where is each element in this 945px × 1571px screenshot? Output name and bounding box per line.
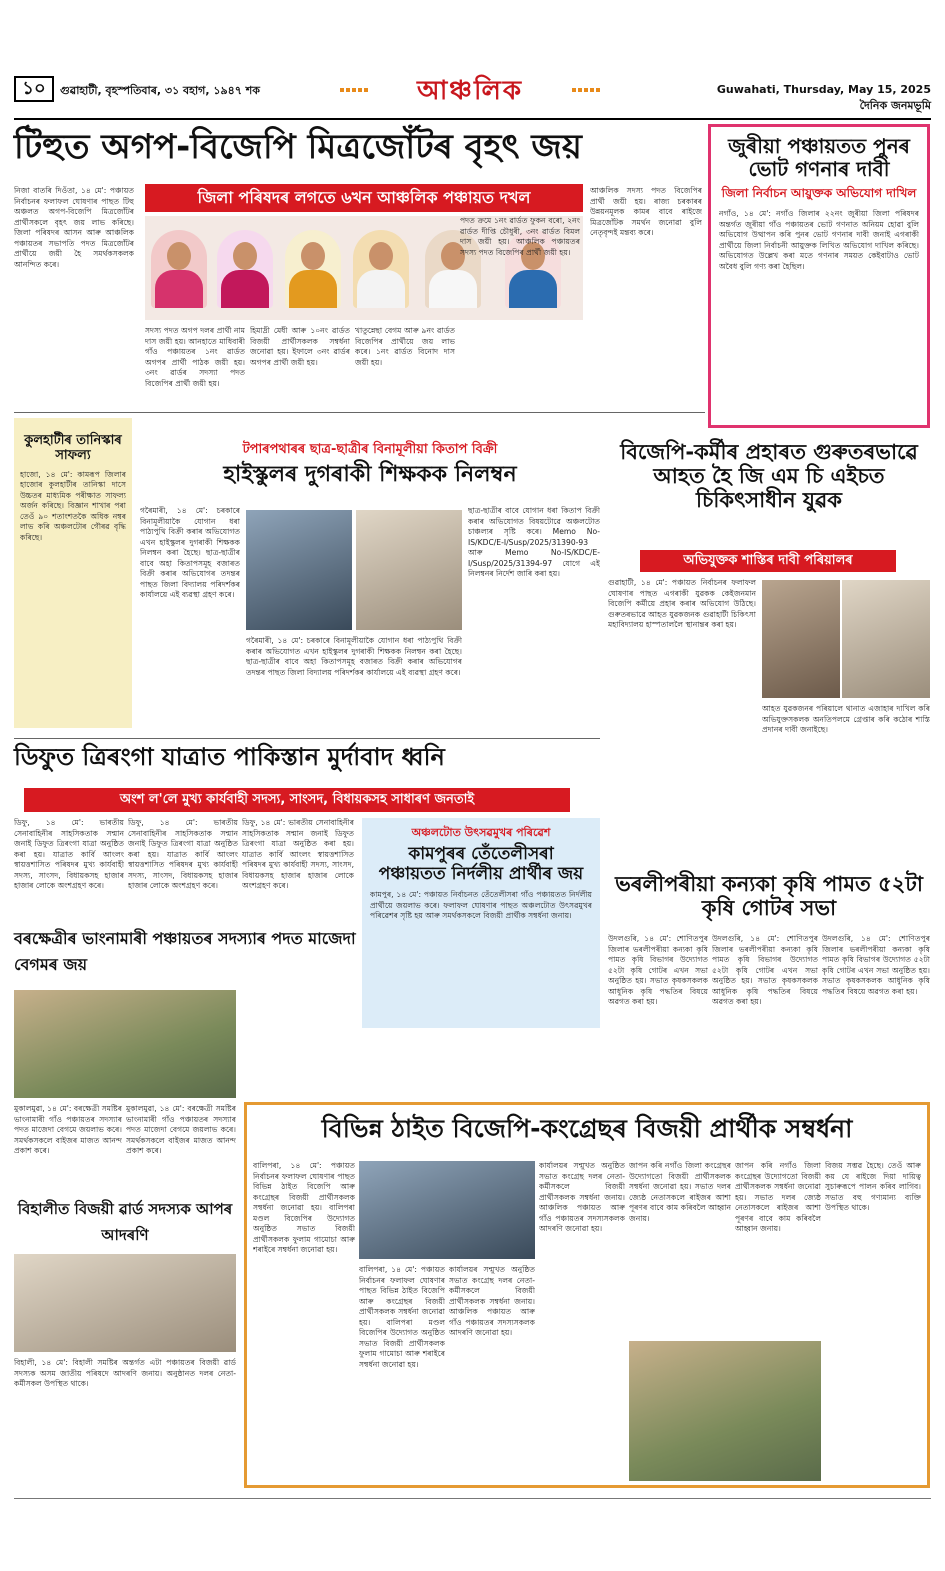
teacher-body-2: ছাত্ৰ-ছাত্ৰীৰ বাবে যোগান ধৰা কিতাপ বিক্ৰী কৰাৰ অভিযোগত বিষয়টোৱে অঞ্চলটোত চাঞ্চল্যৰ সৃষ্টি কৰে। Memo No-IS/KDC/E-I/Susp/2025/31390-93 আৰু Memo No-IS/KDC/E-I/Susp/2025/31394-97 যোগে এই নিলম্বনৰ নিৰ্দেশ জাৰি কৰা হয়।: [468, 506, 600, 578]
lead-body-mid: সদস্য পদত অগপ দলৰ প্ৰাৰ্থী নাম দাস জয়ী হয়। আনহাতে মাধিবাৰী গাঁও পঞ্চায়তৰ ১নং ৱাৰ্ডত অগপৰ প্ৰাৰ্থী পাঠক জয়ী হয়। ৩নং ৱাৰ্ডৰ সদস্যা পদত বিজেপিৰ প্ৰাৰ্থী জয়ী হয়।: [145, 326, 245, 388]
date-assamese: গুৱাহাটী, বৃহস্পতিবাৰ, ৩১ বহাগ, ১৯৪৭ শক: [60, 84, 260, 97]
felicitation-body-7: বিজয় সম্ভৱ হৈছে। তেওঁ আৰু কয় যে ৰাইজে দিয়া দায়িত্ব সুচাৰুৰূপে পালন কৰিব লাগিব। সভাত বহু গণ্যমান্য ব্যক্তি উপস্থিত থাকে।: [825, 1161, 921, 1212]
section-title: আঞ্চলিক: [340, 70, 600, 110]
diphu-body: ডিফু, ১৪ মে': ভাৰতীয় সেনাবাহিনীৰ সাহসিকতাক সন্মান জনাই ডিফুত ত্ৰিৰংগা যাত্ৰা অনুষ্ঠিত কৰা হয়। যাত্ৰাত কাৰ্বি আংলং স্বায়ত্তশাসিত পৰিষদৰ মুখ্য কাৰ্যবাহী সদস্য, সাংসদ, বিধায়কসহ হাজাৰ হাজাৰ লোকে অংশগ্ৰহণ কৰে।: [14, 818, 124, 890]
kulhati-body: হাজো, ১৪ মে': কামৰূপ জিলাৰ হাজোৰ কুলহাটীৰ তানিস্কা দাসে উচ্চতৰ মাধ্যমিক পৰীক্ষাত সাফল্য অৰ্জন কৰিছে। বিজ্ঞান শাখাৰ পৰা তেওঁ ৯০ শতাংশতকৈ অধিক নম্বৰ লাভ কৰি অঞ্চলটোৰ গৌৰৱ বৃদ্ধি কৰিছে।: [20, 469, 126, 542]
candidate-photo: [217, 230, 273, 308]
bhanamari-body: মুকালমুৱা, ১৪ মে': বৰক্ষেত্ৰী সমষ্টিৰ ভাংনামাৰী গাঁও পঞ্চায়তৰ সদস্যাৰ পদত মাজেদা বেগমে জয়লাভ কৰে। সমৰ্থকসকলে বাইজৰ মাজত আনন্দ প্ৰকাশ কৰে।: [14, 1104, 122, 1155]
divider: [14, 738, 600, 739]
bhanamari-photo: [14, 990, 236, 1098]
page-number: ১০: [14, 76, 54, 102]
bhoralipara-headline: ভৰলীপৰীয়া কন্যকা কৃষি পামত ৫২টা কৃষি গোটৰ সভা: [615, 872, 923, 921]
felicitation-body: বালিপৰা, ১৪ মে': পঞ্চায়ত নিৰ্বাচনৰ ফলাফল ঘোষণাৰ পাছত বিভিন্ন ঠাইত বিজেপি আৰু কংগ্ৰেছৰ বিজয়ী প্ৰাৰ্থীসকলক সম্বৰ্ধনা জনোৱা হয়। বালিপৰা মণ্ডল বিজেপিৰ উদ্যোগত অনুষ্ঠিত সভাত বিজয়ী প্ৰাৰ্থীসকলক ফুলাম গামোচা আৰু শৰাইৰে সম্বৰ্ধনা জনোৱা হয়।: [253, 1161, 355, 1254]
bhanamari-headline: বৰক্ষেত্ৰীৰ ভাংনামাৰী পঞ্চায়তৰ সদস্যাৰ পদত মাজেদা বেগমৰ জয়: [14, 929, 356, 974]
bjp-attack-headline: বিজেপি-কৰ্মীৰ প্ৰহাৰত গুৰুতৰভাৱে আহত হৈ জি এম চি এইচত চিকিৎসাধীন যুৱক: [620, 440, 918, 513]
header-right: [717, 82, 931, 114]
felicitation-body-3: কাৰ্যালয়ৰ সন্মুখত অনুষ্ঠিত সভাত কংগ্ৰেছ দলৰ নেতা-কৰ্মীসকলে বিজয়ী প্ৰাৰ্থীসকলক সম্বৰ্ধনা জনায়। আঞ্চলিক পঞ্চায়ত আৰু গাঁও পঞ্চায়তৰ সদস্যসকলক আদৰণি জনোৱা হয়।: [449, 1265, 535, 1337]
diphu-subhead: অংশ ল'লে মুখ্য কাৰ্যবাহী সদস্য, সাংসদ, বিধায়কসহ সাধাৰণ জনতাই: [24, 788, 570, 812]
felicitation-body-6: জাপন কৰি নগাঁও জিলা কংগ্ৰেছৰ উদ্যোগতো বিজয়ী প্ৰাৰ্থীসকলক সম্বৰ্ধনা জনোৱা হয়। সভাত দলৰ জ্যেষ্ঠ নেতাসকলে ৰাইজৰ আশা পূৰণৰ বাবে কাম কৰিবলৈ আহ্বান জনায়।: [735, 1161, 821, 1233]
teacher-body-lower: গৰৈমাৰী, ১৪ মে': চৰকাৰে বিনামূলীয়াকৈ যোগান ধৰা পাঠ্যপুথি বিক্ৰী কৰাৰ অভিযোগত এখন হাইস্কুলৰ দুগৰাকী শিক্ষকক নিলম্বন কৰা হৈছে। ছাত্ৰ-ছাত্ৰীৰ বাবে অহা কিতাপসমূহ বজাৰত বিক্ৰী কৰাৰ অভিযোগৰ তদন্তৰ পাছত জিলা বিদ্যালয় পৰিদৰ্শকৰ কাৰ্যালয়ে এই ব্যৱস্থা গ্ৰহণ কৰে।: [246, 636, 462, 677]
bihali-headline: বিহালীত বিজয়ী ৱাৰ্ড সদস্যক আপৰ আদৰণি: [17, 1200, 233, 1244]
teacher-kicker: টপাৰপথাৰৰ ছাত্ৰ-ছাত্ৰীৰ বিনামূলীয়া কিতাপ বিক্ৰী: [242, 442, 498, 457]
bhanamari-body-2: মুকালমুৱা, ১৪ মে': বৰক্ষেত্ৰী সমষ্টিৰ ভাংনামাৰী গাঁও পঞ্চায়তৰ সদস্যাৰ পদত মাজেদা বেগমে জয়লাভ কৰে। সমৰ্থকসকলে বাইজৰ মাজত আনন্দ প্ৰকাশ কৰে।: [126, 1104, 236, 1155]
juria-body: নগাঁও, ১৪ মে': নগাঁও জিলাৰ ২২নং জুৰীয়া জিলা পৰিষদৰ অন্তৰ্গত জুৰীয়া গাঁও পঞ্চায়তৰ ভোট গণনাত অনিয়ম হোৱা বুলি অভিযোগ উত্থাপন কৰি পুনৰ ভোট গণনাৰ দাবী জনাই এগৰাকী প্ৰাৰ্থীয়ে জিলা নিৰ্বাচনী আয়ুক্তক লিখিত অভিযোগ দাখিল কৰিছে। অভিযোগত উল্লেখ কৰা মতে গণনাৰ সময়ত কেইবাটাও ভোট অবৈধ বুলি গণ্য কৰা হৈছিল।: [719, 209, 919, 271]
juria-box: [708, 124, 930, 428]
lead-body-right: পদত ক্ৰমে ১নং ৱাৰ্ডত ফুকন বৰো, ২নং ৱাৰ্ডত দীপ্তি চৌধুৰী, ৩নং ৱাৰ্ডত বিমল দাস জয়ী হয়। আঞ্চলিক পঞ্চায়তৰ সদস্য পদত বিজেপিৰ প্ৰাৰ্থী জয়ী হয়।: [460, 216, 580, 257]
bhoralipara-body-2: উদলগুৰি, ১৪ মে': শোণিতপুৰ জিলাৰ ভৰলীপৰীয়া কন্যকা কৃষি পামত কৃষি বিভাগৰ উদ্যোগত ৫২টা কৃষি গোটৰ এখন সভা অনুষ্ঠিত হয়। সভাত কৃষকসকলক আধুনিক কৃষি পদ্ধতিৰ বিষয়ে অৱগত কৰা হয়।: [712, 934, 818, 1006]
teacher-photo-2: [356, 510, 462, 630]
bjp-attack-body-2: আহত যুৱকজনৰ পৰিয়ালে থানাত এজাহাৰ দাখিল কৰি অভিযুক্তসকলক অনতিপলমে গ্ৰেপ্তাৰ কৰি কঠোৰ শাস্তি প্ৰদানৰ দাবী জনাইছে।: [762, 704, 930, 734]
kampur-body: কামপুৰ, ১৪ মে': পঞ্চায়ত নিৰ্বাচনত তেঁতেলীসৰা গাঁও পঞ্চায়তত নিৰ্দলীয় প্ৰাৰ্থীয়ে জয়লাভ কৰে। ফলাফল ঘোষণাৰ পাছত অঞ্চলটোত উৎসৱমুখৰ পৰিৱেশৰ সৃষ্টি হয় আৰু সমৰ্থকসকলে বিজয়ী প্ৰাৰ্থীক সম্বৰ্ধনা জনায়।: [370, 890, 592, 921]
juria-subhead: জিলা নিৰ্বাচন আয়ুক্তক অভিযোগ দাখিল: [721, 186, 917, 200]
lead-body-left: নিজা বাতৰি দিওঁতা, ১৪ মে': পঞ্চায়ত নিৰ্বাচনৰ ফলাফল ঘোষণাৰ পাছত টিহু অঞ্চলত অগপ-বিজেপি মিত্ৰজোঁটৰ প্ৰাৰ্থীসকলে বৃহৎ জয় লাভ কৰিছে। জিলা পৰিষদৰ আসন আৰু আঞ্চলিক পঞ্চায়তৰ সভাপতি পদত মিত্ৰজোঁটৰ প্ৰাৰ্থীয়ে জয়ী হৈ সমৰ্থকসকলক আনন্দিত কৰে।: [14, 186, 134, 269]
bhoralipara-body-3: উদলগুৰি, ১৪ মে': শোণিতপুৰ জিলাৰ ভৰলীপৰীয়া কন্যকা কৃষি পামত কৃষি বিভাগৰ উদ্যোগত ৫২টা কৃষি গোটৰ এখন সভা অনুষ্ঠিত হয়। সভাত কৃষকসকলক আধুনিক কৃষি পদ্ধতিৰ বিষয়ে অৱগত কৰা হয়।: [822, 934, 930, 996]
lead-subhead: জিলা পৰিষদৰ লগতে ৬খন আঞ্চলিক পঞ্চায়ত দখল: [145, 184, 583, 212]
felicitation-body-2: বালিপৰা, ১৪ মে': পঞ্চায়ত নিৰ্বাচনৰ ফলাফল ঘোষণাৰ পাছত বিভিন্ন ঠাইত বিজেপি আৰু কংগ্ৰেছৰ বিজয়ী প্ৰাৰ্থীসকলক সম্বৰ্ধনা জনোৱা হয়। বালিপৰা মণ্ডল বিজেপিৰ উদ্যোগত অনুষ্ঠিত সভাত বিজয়ী প্ৰাৰ্থীসকলক ফুলাম গামোচা আৰু শৰাইৰে সম্বৰ্ধনা জনোৱা হয়।: [359, 1265, 445, 1369]
diphu-body-2: ডিফু, ১৪ মে': ভাৰতীয় সেনাবাহিনীৰ সাহসিকতাক সন্মান জনাই ডিফুত ত্ৰিৰংগা যাত্ৰা অনুষ্ঠিত কৰা হয়। যাত্ৰাত কাৰ্বি আংলং স্বায়ত্তশাসিত পৰিষদৰ মুখ্য কাৰ্যবাহী সদস্য, সাংসদ, বিধায়কসহ হাজাৰ হাজাৰ লোকে অংশগ্ৰহণ কৰে।: [128, 818, 238, 890]
diphu-body-3: ডিফু, ১৪ মে': ভাৰতীয় সেনাবাহিনীৰ সাহসিকতাক সন্মান জনাই ডিফুত ত্ৰিৰংগা যাত্ৰা অনুষ্ঠিত কৰা হয়। যাত্ৰাত কাৰ্বি আংলং স্বায়ত্তশাসিত পৰিষদৰ মুখ্য কাৰ্যবাহী সদস্য, সাংসদ, বিধায়কসহ হাজাৰ হাজাৰ লোকে অংশগ্ৰহণ কৰে।: [242, 818, 354, 890]
lead-body-mid3: খাতুন্নেছা বেগম আৰু ৯নং ৱাৰ্ডত বিজেপিৰ প্ৰাৰ্থীয়ে জয় লাভ কৰে। ১নং ৱাৰ্ডত বিনোদ দাস জয়ী হয়।: [355, 326, 455, 367]
footer-rule: [14, 1498, 931, 1499]
felicitation-body-4: কাৰ্যালয়ৰ সন্মুখত অনুষ্ঠিত সভাত কংগ্ৰেছ দলৰ নেতা-কৰ্মীসকলে বিজয়ী প্ৰাৰ্থীসকলক সম্বৰ্ধনা জনায়। আঞ্চলিক পঞ্চায়ত আৰু গাঁও পঞ্চায়তৰ সদস্যসকলক আদৰণি জনোৱা হয়।: [539, 1161, 625, 1233]
lead-body-mid2: হিমাদ্ৰী মেধী আৰু ১০নং ৱাৰ্ডত বিজয়ী প্ৰাৰ্থীসকলক সম্বৰ্ধনা জনোৱা হয়। ইফালে ৩নং ৱাৰ্ডৰ অগপৰ প্ৰাৰ্থী জয়ী হয়।: [250, 326, 350, 367]
felicitation-headline: বিভিন্ন ঠাইত বিজেপি-কংগ্ৰেছৰ বিজয়ী প্ৰাৰ্থীক সম্বৰ্ধনা: [321, 1114, 853, 1143]
kulhati-headline: কুলহাটীৰ তানিস্কাৰ সাফল্য: [24, 433, 122, 463]
paper-name: দৈনিক জনমভূমি: [859, 99, 931, 112]
bjp-attack-subhead: অভিযুক্তক শাস্তিৰ দাবী পৰিয়ালৰ: [640, 550, 896, 572]
bjp-attack-body: গুৱাহাটী, ১৪ মে': পঞ্চায়ত নিৰ্বাচনৰ ফলাফল ঘোষণাৰ পাছত এগৰাকী যুৱকক কেইজনমান বিজেপি কৰ্মীয়ে প্ৰহাৰ কৰাৰ অভিযোগ উঠিছে। গুৰুতৰভাৱে আহত যুৱকজনক গুৱাহাটী চিকিৎসা মহাবিদ্যালয় হাস্পতাললৈ স্থানান্তৰ কৰা হয়।: [608, 578, 756, 629]
bihali-body: বিহালী, ১৪ মে': বিহালী সমষ্টিৰ অন্তৰ্গত এটা পঞ্চায়তৰ বিজয়ী ৱাৰ্ড সদস্যক অসম জাতীয় পৰিষদে আদৰণি জনায়। অনুষ্ঠানত দলৰ নেতা-কৰ্মীসকল উপস্থিত থাকে।: [14, 1358, 236, 1388]
lead-body-far: আঞ্চলিক সদস্য পদত বিজেপিৰ প্ৰাৰ্থী জয়ী হয়। ৰাজ্য চৰকাৰৰ উন্নয়নমূলক কামৰ বাবে ৰাইজে মিত্ৰজোঁটক সমৰ্থন জনোৱা বুলি নেতৃবৃন্দই মন্তব্য কৰে।: [590, 186, 702, 237]
bihali-photo: [14, 1254, 236, 1352]
kampur-headline: কামপুৰৰ তেঁতেলীসৰা পঞ্চায়তত নিৰ্দলীয় প্ৰাৰ্থীৰ জয়: [378, 844, 584, 884]
teacher-headline: হাইস্কুলৰ দুগৰাকী শিক্ষকক নিলম্বন: [223, 462, 517, 487]
kampur-kicker: অঞ্চলটোত উৎসৱমুখৰ পৰিৱেশ: [411, 826, 551, 839]
lead-headline: টিহুত অগপ-বিজেপি মিত্ৰজোঁটৰ বৃহৎ জয়: [14, 127, 582, 167]
date-english: Guwahati, Thursday, May 15, 2025: [716, 83, 931, 96]
felicitation-photo-1: [359, 1161, 535, 1259]
divider: [14, 412, 705, 413]
kampur-box: [362, 818, 600, 1028]
candidate-photo: [353, 230, 409, 308]
bhoralipara-body: উদলগুৰি, ১৪ মে': শোণিতপুৰ জিলাৰ ভৰলীপৰীয়া কন্যকা কৃষি পামত কৃষি বিভাগৰ উদ্যোগত ৫২টা কৃষি গোটৰ এখন সভা অনুষ্ঠিত হয়। সভাত কৃষকসকলক আধুনিক কৃষি পদ্ধতিৰ বিষয়ে অৱগত কৰা হয়।: [608, 934, 708, 1006]
candidate-photo: [151, 230, 207, 308]
felicitation-photo-2: [629, 1341, 821, 1481]
juria-headline: জুৰীয়া পঞ্চায়তত পুনৰ ভোট গণনাৰ দাবী: [728, 134, 910, 181]
victim-photo-2: [842, 580, 930, 698]
teacher-body: গৰৈমাৰী, ১৪ মে': চৰকাৰে বিনামূলীয়াকৈ যোগান ধৰা পাঠ্যপুথি বিক্ৰী কৰাৰ অভিযোগত এখন হাইস্কুলৰ দুগৰাকী শিক্ষকক নিলম্বন কৰা হৈছে। ছাত্ৰ-ছাত্ৰীৰ বাবে অহা কিতাপসমূহ বজাৰত বিক্ৰী কৰাৰ অভিযোগৰ তদন্তৰ পাছত জিলা বিদ্যালয় পৰিদৰ্শকৰ কাৰ্যালয়ে এই ব্যৱস্থা গ্ৰহণ কৰে।: [140, 506, 240, 599]
teacher-photo-1: [246, 510, 352, 630]
felicitation-box: [244, 1102, 930, 1488]
felicitation-body-5: জাপন কৰি নগাঁও জিলা কংগ্ৰেছৰ উদ্যোগতো বিজয়ী প্ৰাৰ্থীসকলক সম্বৰ্ধনা জনোৱা হয়। সভাত দলৰ জ্যেষ্ঠ নেতাসকলে ৰাইজৰ আশা পূৰণৰ বাবে কাম কৰিবলৈ আহ্বান জনায়।: [629, 1161, 731, 1223]
candidate-photo: [285, 230, 341, 308]
header-rule: [14, 118, 931, 120]
diphu-headline: ডিফুত ত্ৰিৰংগা যাত্ৰাত পাকিস্তান মুৰ্দাবাদ ধ্বনি: [14, 743, 445, 771]
kulhati-box: [14, 418, 132, 728]
victim-photo-1: [762, 580, 840, 698]
